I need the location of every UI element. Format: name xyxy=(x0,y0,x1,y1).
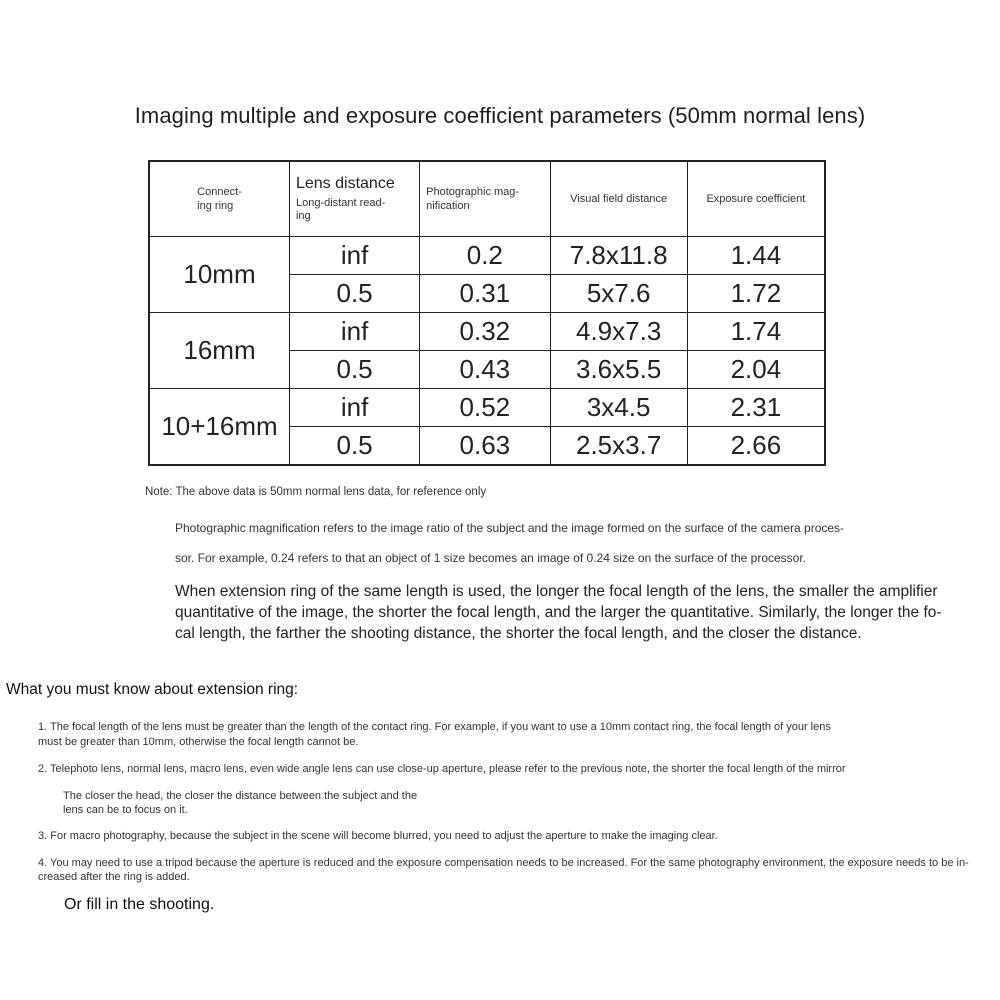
exposure-cell: 1.72 xyxy=(687,275,825,313)
extension-paragraph-line-2: quantitative of the image, the shorter the focal length, and the larger the quantitative. Similarly, the longer the fo- xyxy=(175,604,942,621)
header-lens-distance-sub: Long-distant read- ing xyxy=(295,197,386,222)
magnification-cell: 0.32 xyxy=(420,313,550,351)
header-lens-distance-main: Lens distance xyxy=(295,175,395,192)
item-1-line-1: 1. The focal length of the lens must be greater than the length of the contact ring. For example, if you want to use a 10mm contact ring, the focal length of your lens xyxy=(38,721,831,733)
ring-cell: 10mm xyxy=(149,237,289,313)
exposure-cell: 2.31 xyxy=(687,389,825,427)
exposure-cell: 2.66 xyxy=(687,427,825,466)
table-note: Note: The above data is 50mm normal lens data, for reference only xyxy=(145,486,487,498)
section-heading: What you must know about extension ring: xyxy=(6,681,299,698)
item-4-line-2: creased after the ring is added. xyxy=(38,871,190,883)
lens-cell: inf xyxy=(289,237,419,275)
table-row xyxy=(149,313,825,351)
parameters-table xyxy=(148,160,826,466)
table-header-row xyxy=(149,161,825,237)
ring-cell: 16mm xyxy=(149,313,289,389)
extension-paragraph-line-3: cal length, the farther the shooting distance, the shorter the focal length, and the closer the distance. xyxy=(175,625,862,642)
field-cell: 3.6x5.5 xyxy=(550,351,687,389)
magnification-cell: 0.43 xyxy=(420,351,550,389)
ring-cell: 10+16mm xyxy=(149,389,289,466)
item-2-line-1: 2. Telephoto lens, normal lens, macro lens, even wide angle lens can use close-up aperture, please refer to the previous note, the shorter the focal length of the mirror xyxy=(38,763,846,775)
table-row xyxy=(149,237,825,275)
field-cell: 5x7.6 xyxy=(550,275,687,313)
field-cell: 2.5x3.7 xyxy=(550,427,687,466)
lens-cell: 0.5 xyxy=(289,275,419,313)
lens-cell: inf xyxy=(289,313,419,351)
magnification-cell: 0.2 xyxy=(420,237,550,275)
item-2-line-3: lens can be to focus on it. xyxy=(63,804,188,816)
table-row xyxy=(149,389,825,427)
magnification-paragraph-line-2: sor. For example, 0.24 refers to that an object of 1 size becomes an image of 0.24 size on the surface of the processor. xyxy=(175,551,807,565)
field-cell: 7.8x11.8 xyxy=(550,237,687,275)
field-cell: 3x4.5 xyxy=(550,389,687,427)
header-magnification-text: Photographic mag- nification xyxy=(426,186,520,212)
magnification-cell: 0.52 xyxy=(420,389,550,427)
magnification-paragraph-line-1: Photographic magnification refers to the image ratio of the subject and the image formed on the surface of the camera proces- xyxy=(175,521,845,535)
lens-cell: inf xyxy=(289,389,419,427)
item-2-line-2: The closer the head, the closer the distance between the subject and the xyxy=(63,790,418,802)
header-magnification xyxy=(420,161,550,237)
page-title: Imaging multiple and exposure coefficient parameters (50mm normal lens) xyxy=(134,103,866,128)
field-cell: 4.9x7.3 xyxy=(550,313,687,351)
item-1-line-2: must be greater than 10mm, otherwise the focal length cannot be. xyxy=(38,736,359,748)
header-connecting-ring-text: Connect- ing ring xyxy=(197,186,242,212)
magnification-cell: 0.63 xyxy=(420,427,550,466)
exposure-cell: 2.04 xyxy=(687,351,825,389)
closing-text: Or fill in the shooting. xyxy=(64,896,215,913)
exposure-cell: 1.74 xyxy=(687,313,825,351)
header-lens-distance xyxy=(289,161,419,237)
header-connecting-ring xyxy=(149,161,289,237)
lens-cell: 0.5 xyxy=(289,351,419,389)
extension-paragraph-line-1: When extension ring of the same length is used, the longer the focal length of the lens, the smaller the amplifier xyxy=(175,583,938,600)
magnification-cell: 0.31 xyxy=(420,275,550,313)
header-exposure xyxy=(687,161,825,237)
header-visual-field xyxy=(550,161,687,237)
header-visual-field-text: Visual field distance xyxy=(570,193,668,205)
header-exposure-text: Exposure coefficient xyxy=(706,193,806,205)
lens-cell: 0.5 xyxy=(289,427,419,466)
item-3: 3. For macro photography, because the subject in the scene will become blurred, you need to adjust the aperture to make the imaging clear. xyxy=(38,830,718,842)
item-4-line-1: 4. You may need to use a tripod because the aperture is reduced and the exposure compensation needs to be increased. For the same photography environment, the exposure needs to be in- xyxy=(38,857,969,869)
exposure-cell: 1.44 xyxy=(687,237,825,275)
